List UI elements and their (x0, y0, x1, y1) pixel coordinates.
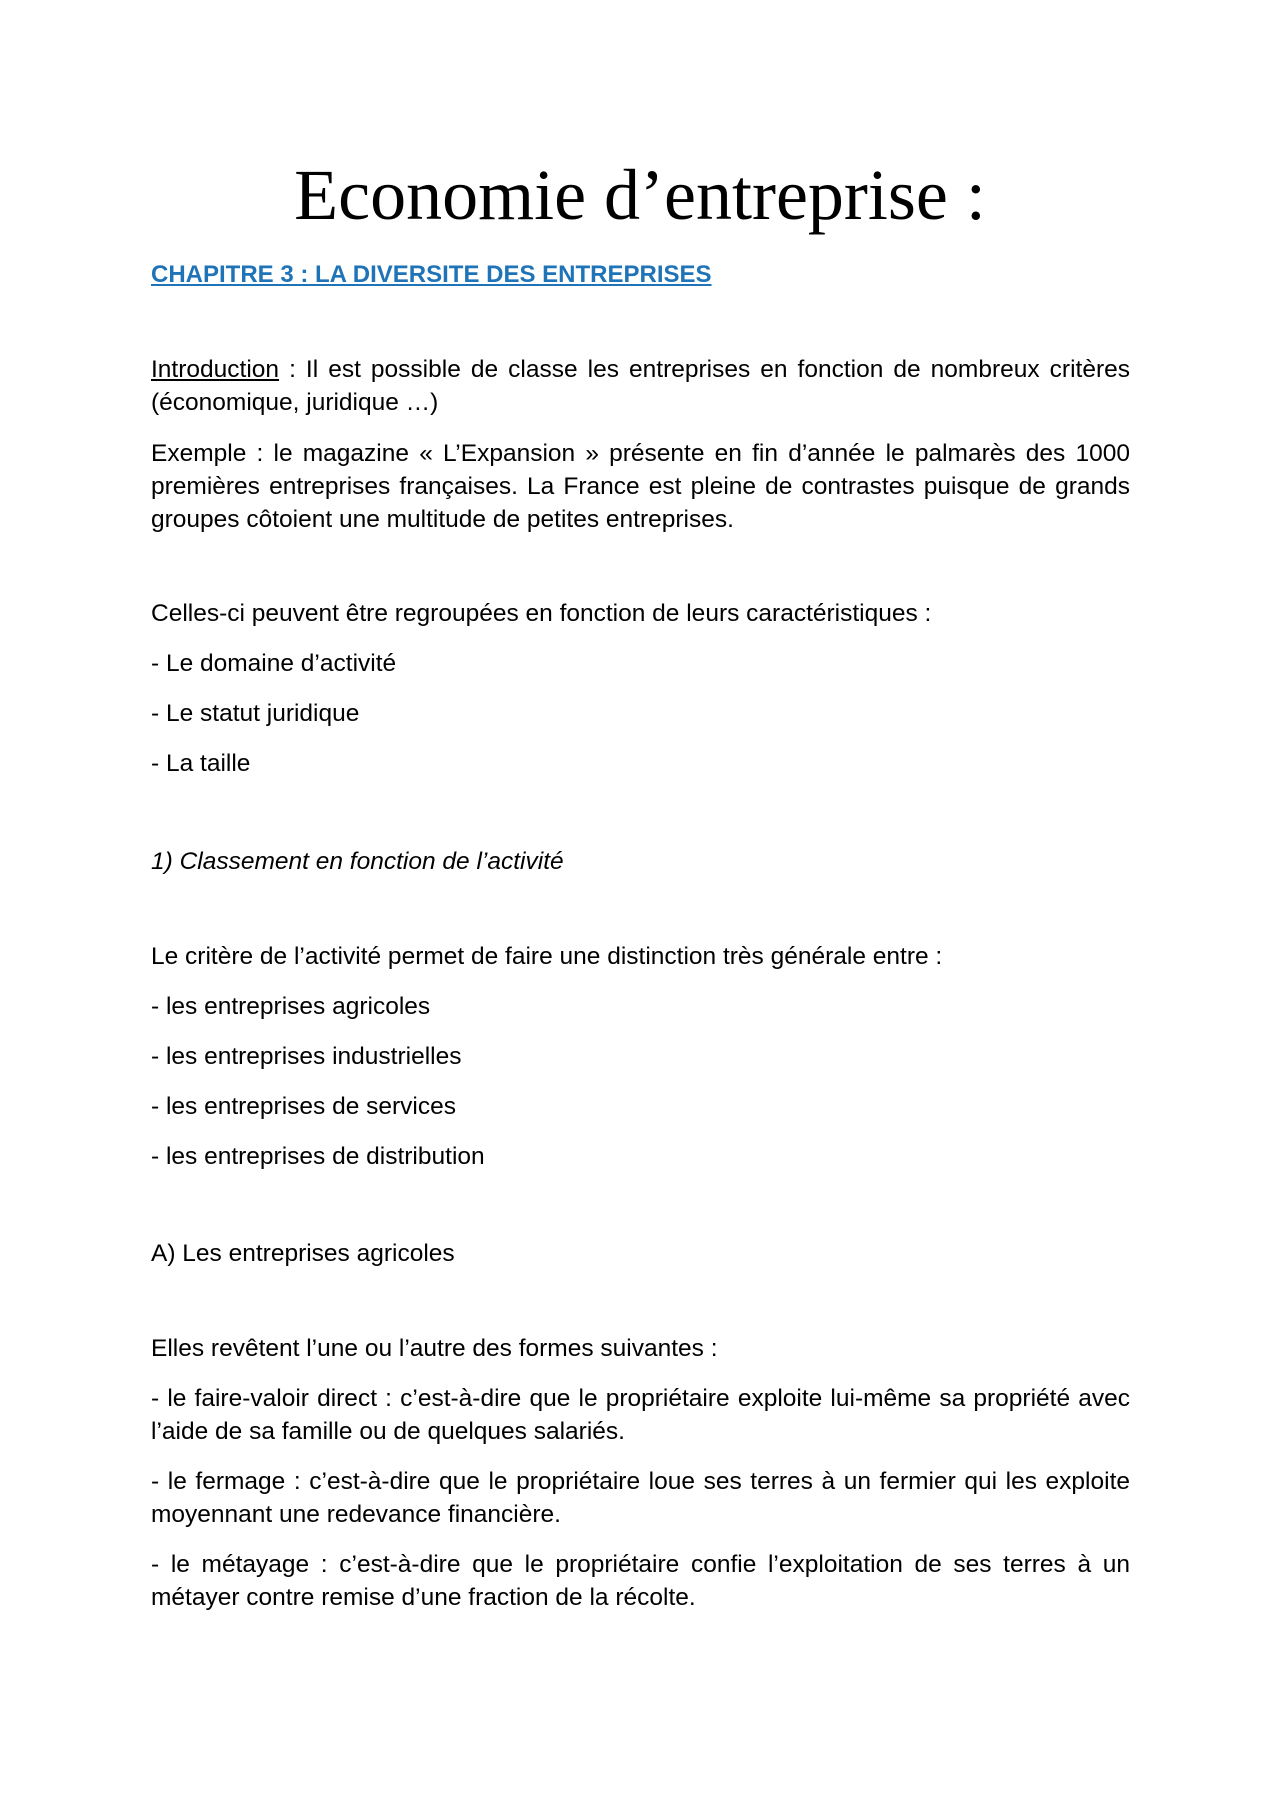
sectionA-heading: A) Les entreprises agricoles (151, 1240, 455, 1267)
grouping-intro: Celles-ci peuvent être regroupées en fonction de leurs caractéristiques : (151, 600, 932, 627)
agricultural-form-item: - le fermage : c’est-à-dire que le propriétaire loue ses terres à un fermier qui les exploite moyennant une redevance financière. (151, 1468, 1130, 1528)
grouping-item: - Le statut juridique (151, 700, 360, 727)
activity-item: - les entreprises industrielles (151, 1043, 462, 1070)
sectionA-intro: Elles revêtent l’une ou l’autre des formes suivantes : (151, 1335, 718, 1362)
chapter-heading: CHAPITRE 3 : LA DIVERSITE DES ENTREPRISES (151, 261, 712, 288)
intro-label: Introduction (151, 356, 280, 383)
activity-item: - les entreprises agricoles (151, 993, 431, 1020)
agricultural-form-item: - le faire-valoir direct : c’est-à-dire que le propriétaire exploite lui-même sa propriété avec l’aide de sa famille ou de quelques salariés. (151, 1385, 1130, 1445)
grouping-item: - Le domaine d’activité (151, 650, 397, 677)
section1-heading: 1) Classement en fonction de l’activité (151, 848, 564, 875)
activity-item: - les entreprises de distribution (151, 1143, 485, 1170)
section1-intro: Le critère de l’activité permet de faire une distinction très générale entre : (151, 943, 943, 970)
grouping-item: - La taille (151, 750, 251, 777)
intro-paragraph (151, 353, 1130, 419)
document-title: Economie d’entreprise : (294, 155, 986, 235)
intro-text: : Il est possible de classe les entreprises en fonction de nombreux critères (économique, juridique …) (151, 356, 1130, 416)
agricultural-form-item: - le métayage : c’est-à-dire que le propriétaire confie l’exploitation de ses terres à un métayer contre remise d’une fraction de la récolte. (151, 1551, 1130, 1611)
example-paragraph: Exemple : le magazine « L’Expansion » présente en fin d’année le palmarès des 1000 premières entreprises françaises. La France est pleine de contrastes puisque de grands groupes côtoient une multitude de petites entreprises. (151, 440, 1130, 533)
activity-item: - les entreprises de services (151, 1093, 457, 1120)
